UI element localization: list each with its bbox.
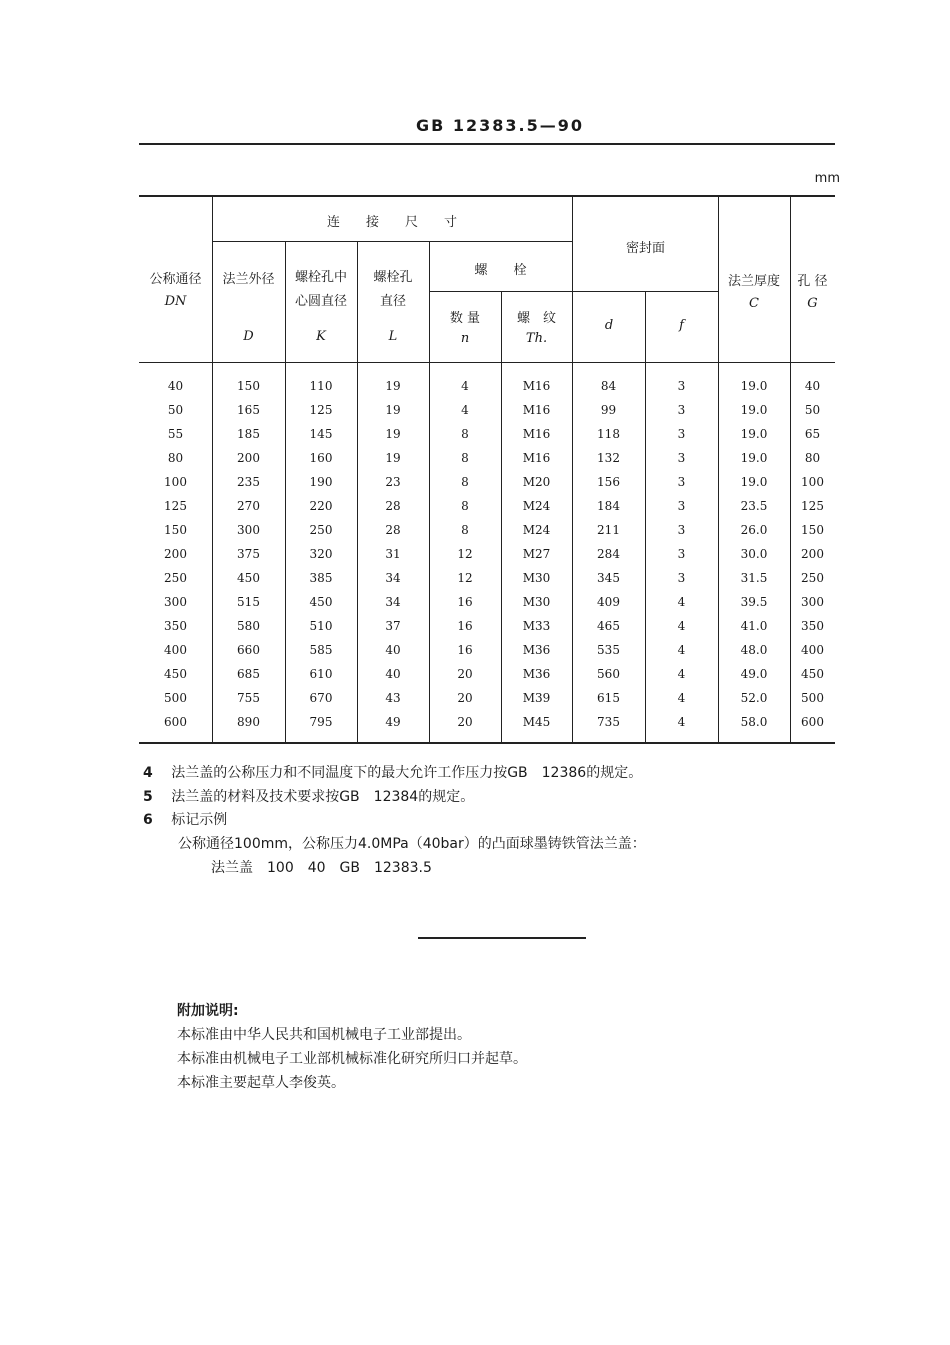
table-cell: 16 — [457, 643, 473, 657]
header-thread-symbol: Th. — [525, 331, 548, 346]
table-cell: 300 — [801, 595, 824, 609]
header-outer-diameter: 法兰外径 — [222, 272, 275, 287]
table-row — [139, 638, 835, 662]
connection-rule — [212, 241, 572, 242]
table-cell: M16 — [522, 451, 551, 465]
table-cell: 600 — [801, 715, 824, 729]
table-cell: 450 — [801, 667, 824, 681]
table-cell: 4 — [461, 403, 469, 417]
table-cell: 132 — [597, 451, 620, 465]
table-cell: 118 — [597, 427, 620, 441]
table-cell: 150 — [164, 523, 187, 537]
table-cell: 409 — [597, 595, 620, 609]
table-cell: 37 — [385, 619, 401, 633]
table-cell: M36 — [522, 667, 551, 681]
header-connection: 连 接 尺 寸 — [326, 215, 457, 230]
table-cell: 500 — [801, 691, 824, 705]
header-seal-f: f — [679, 318, 684, 333]
table-cell: 4 — [677, 715, 686, 729]
table-cell: 80 — [804, 451, 821, 465]
header-thread: 螺 纹 — [516, 311, 556, 326]
table-cell: M36 — [522, 643, 551, 657]
table-cell: 4 — [677, 595, 686, 609]
separator-rule — [418, 937, 586, 939]
table-cell: M24 — [522, 499, 551, 513]
table-cell: 450 — [309, 595, 333, 609]
header-bore-symbol: G — [807, 296, 818, 311]
header-bottom-rule — [139, 362, 835, 363]
table-cell: M30 — [522, 595, 551, 609]
header-quantity-symbol: n — [460, 331, 470, 346]
table-cell: 890 — [237, 715, 260, 729]
table-row — [139, 710, 835, 734]
table-cell: 535 — [597, 643, 620, 657]
table-cell: 4 — [461, 379, 469, 393]
table-cell: 160 — [309, 451, 333, 465]
table-cell: 8 — [461, 427, 469, 441]
table-cell: 3 — [677, 451, 686, 465]
header-dn: 公称通径 — [149, 272, 202, 287]
table-cell: 3 — [677, 427, 686, 441]
table-cell: 560 — [597, 667, 620, 681]
table-cell: 4 — [677, 619, 686, 633]
table-cell: 23.5 — [740, 499, 768, 513]
table-cell: 3 — [677, 403, 686, 417]
table-cell: M20 — [522, 475, 551, 489]
table-cell: 19 — [385, 451, 401, 465]
table-cell: 580 — [237, 619, 260, 633]
table-cell: 39.5 — [740, 595, 768, 609]
table-cell: M27 — [522, 547, 551, 561]
table-cell: M33 — [522, 619, 551, 633]
table-cell: 350 — [164, 619, 187, 633]
table-cell: 500 — [164, 691, 187, 705]
table-cell: 19 — [385, 403, 401, 417]
table-cell: 450 — [237, 571, 260, 585]
table-cell: 125 — [801, 499, 824, 513]
table-top-rule — [139, 195, 835, 197]
note-text: 标记示例 — [171, 812, 228, 828]
table-cell: 28 — [385, 499, 401, 513]
table-cell: 3 — [677, 379, 686, 393]
table-cell: 41.0 — [740, 619, 768, 633]
table-cell: 4 — [677, 667, 686, 681]
header-rule — [139, 143, 835, 145]
table-cell: 270 — [237, 499, 260, 513]
table-cell: M16 — [522, 379, 551, 393]
header-hole-2: 直径 — [379, 294, 406, 309]
header-seal-d: d — [604, 318, 614, 333]
table-cell: 48.0 — [740, 643, 768, 657]
table-cell: 145 — [309, 427, 333, 441]
table-cell: 3 — [677, 523, 686, 537]
header-dn-symbol: DN — [164, 294, 187, 309]
table-cell: 515 — [237, 595, 260, 609]
table-cell: 4 — [677, 643, 686, 657]
table-cell: 16 — [457, 619, 473, 633]
appendix-title: 附加说明: — [177, 1003, 239, 1019]
table-cell: 43 — [385, 691, 401, 705]
example-marking: 法兰盖 100 40 GB 12383.5 — [211, 860, 432, 876]
table-cell: 250 — [309, 523, 333, 537]
table-cell: 670 — [309, 691, 333, 705]
table-cell: 50 — [167, 403, 184, 417]
note-number: 5 — [143, 789, 153, 805]
table-cell: 685 — [237, 667, 260, 681]
table-cell: 220 — [309, 499, 333, 513]
table-cell: 30.0 — [740, 547, 768, 561]
header-pcd-1: 螺栓孔中 — [294, 270, 347, 285]
table-cell: 200 — [164, 547, 187, 561]
standard-code: GB 12383.5—90 — [415, 116, 585, 135]
table-cell: 34 — [385, 571, 401, 585]
note-6 — [143, 809, 227, 829]
header-thickness-symbol: C — [749, 296, 759, 311]
table-cell: 100 — [801, 475, 824, 489]
table-cell: 99 — [600, 403, 617, 417]
table-cell: 185 — [237, 427, 260, 441]
table-cell: 40 — [804, 379, 821, 393]
table-cell: 385 — [309, 571, 333, 585]
header-bolt: 螺 栓 — [474, 263, 527, 278]
table-cell: 40 — [385, 667, 401, 681]
table-row — [139, 446, 835, 470]
table-cell: 211 — [597, 523, 620, 537]
table-cell: 34 — [385, 595, 401, 609]
table-cell: 19.0 — [740, 475, 768, 489]
table-cell: 350 — [801, 619, 824, 633]
table-cell: 375 — [237, 547, 260, 561]
table-row — [139, 614, 835, 638]
example-description: 公称通径100mm，公称压力4.0MPa（40bar）的凸面球墨铸铁管法兰盖： — [178, 836, 646, 852]
table-bottom-rule — [139, 742, 835, 744]
table-row — [139, 662, 835, 686]
table-row — [139, 470, 835, 494]
table-cell: 755 — [237, 691, 260, 705]
table-cell: 3 — [677, 499, 686, 513]
table-cell: 80 — [167, 451, 184, 465]
header-hole-1: 螺栓孔 — [373, 270, 413, 285]
header-hole-symbol: L — [388, 329, 398, 344]
table-cell: 190 — [309, 475, 333, 489]
note-text: 法兰盖的公称压力和不同温度下的最大允许工作压力按GB 12386的规定。 — [171, 765, 643, 781]
table-cell: 19 — [385, 379, 401, 393]
table-cell: 450 — [164, 667, 187, 681]
table-cell: M16 — [522, 403, 551, 417]
table-row — [139, 398, 835, 422]
table-cell: 150 — [237, 379, 260, 393]
table-cell: 23 — [385, 475, 401, 489]
table-cell: 284 — [597, 547, 620, 561]
table-cell: 16 — [457, 595, 473, 609]
table-cell: 20 — [457, 667, 473, 681]
table-cell: 84 — [600, 379, 617, 393]
table-cell: M39 — [522, 691, 551, 705]
table-cell: 40 — [385, 643, 401, 657]
table-cell: 200 — [237, 451, 260, 465]
table-cell: 400 — [801, 643, 824, 657]
table-cell: 8 — [461, 475, 469, 489]
table-cell: 19.0 — [740, 427, 768, 441]
header-thickness: 法兰厚度 — [727, 274, 780, 289]
table-cell: 250 — [801, 571, 824, 585]
table-cell: 600 — [164, 715, 187, 729]
table-cell: 65 — [804, 427, 821, 441]
table-cell: 58.0 — [740, 715, 768, 729]
table-cell: 26.0 — [740, 523, 768, 537]
table-cell: 345 — [597, 571, 620, 585]
table-row — [139, 422, 835, 446]
table-cell: 125 — [309, 403, 333, 417]
table-cell: 610 — [309, 667, 333, 681]
table-row — [139, 374, 835, 398]
table-row — [139, 494, 835, 518]
appendix-line: 本标准由机械电子工业部机械标准化研究所归口并起草。 — [177, 1051, 527, 1067]
table-cell: 510 — [309, 619, 333, 633]
table-cell: 100 — [164, 475, 187, 489]
note-text: 法兰盖的材料及技术要求按GB 12384的规定。 — [171, 789, 475, 805]
table-cell: 200 — [801, 547, 824, 561]
note-4 — [143, 762, 642, 782]
table-cell: 20 — [457, 691, 473, 705]
table-cell: 125 — [164, 499, 187, 513]
table-cell: 156 — [597, 475, 620, 489]
table-cell: 585 — [309, 643, 333, 657]
table-cell: 19.0 — [740, 379, 768, 393]
table-cell: 19 — [385, 427, 401, 441]
table-cell: 110 — [309, 379, 333, 393]
table-cell: 31 — [385, 547, 401, 561]
table-cell: 300 — [164, 595, 187, 609]
table-row — [139, 518, 835, 542]
header-outer-symbol: D — [243, 329, 254, 344]
table-cell: 615 — [597, 691, 620, 705]
table-cell: M30 — [522, 571, 551, 585]
table-cell: 8 — [461, 451, 469, 465]
table-cell: M24 — [522, 523, 551, 537]
table-cell: 150 — [801, 523, 824, 537]
table-cell: 3 — [677, 547, 686, 561]
table-cell: 300 — [237, 523, 260, 537]
table-cell: 31.5 — [740, 571, 768, 585]
table-cell: 250 — [164, 571, 187, 585]
appendix-line: 本标准由中华人民共和国机械电子工业部提出。 — [177, 1027, 471, 1043]
table-cell: 660 — [237, 643, 260, 657]
unit-label: mm — [814, 171, 840, 186]
table-cell: 12 — [457, 571, 473, 585]
table-cell: 55 — [167, 427, 184, 441]
table-row — [139, 542, 835, 566]
table-cell: 320 — [309, 547, 333, 561]
header-seal: 密封面 — [625, 241, 665, 256]
table-cell: 184 — [597, 499, 620, 513]
table-cell: 465 — [597, 619, 620, 633]
header-pcd-2: 心圆直径 — [294, 294, 347, 309]
note-number: 4 — [143, 765, 153, 781]
appendix-line: 本标准主要起草人李俊英。 — [177, 1075, 345, 1091]
header-quantity: 数 量 — [449, 311, 481, 326]
table-cell: 20 — [457, 715, 473, 729]
table-cell: 28 — [385, 523, 401, 537]
note-5 — [143, 786, 474, 806]
table-cell: 3 — [677, 475, 686, 489]
table-cell: 795 — [309, 715, 333, 729]
table-cell: 50 — [804, 403, 821, 417]
table-cell: M16 — [522, 427, 551, 441]
table-cell: 400 — [164, 643, 187, 657]
header-pcd-symbol: K — [316, 329, 326, 344]
table-cell: 40 — [167, 379, 184, 393]
note-number: 6 — [143, 812, 153, 828]
table-row — [139, 566, 835, 590]
table-cell: 19.0 — [740, 403, 768, 417]
table-cell: 235 — [237, 475, 260, 489]
table-cell: M45 — [522, 715, 551, 729]
table-row — [139, 590, 835, 614]
header-bore: 孔 径 — [797, 274, 828, 289]
table-cell: 49.0 — [740, 667, 768, 681]
table-cell: 735 — [597, 715, 620, 729]
table-cell: 8 — [461, 523, 469, 537]
table-cell: 3 — [677, 571, 686, 585]
table-cell: 4 — [677, 691, 686, 705]
table-cell: 8 — [461, 499, 469, 513]
table-cell: 165 — [237, 403, 260, 417]
table-body — [139, 374, 835, 734]
table-row — [139, 686, 835, 710]
table-cell: 52.0 — [740, 691, 768, 705]
table-cell: 12 — [457, 547, 473, 561]
table-cell: 49 — [385, 715, 401, 729]
table-cell: 19.0 — [740, 451, 768, 465]
